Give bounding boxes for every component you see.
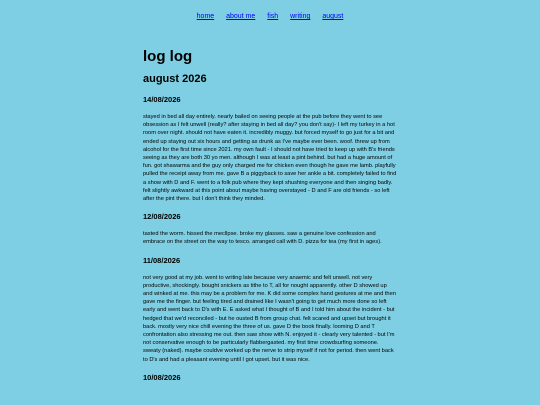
entry-date: 10/08/2026 [143,372,181,382]
log-entry [143,95,397,203]
main-content [143,47,397,383]
entry-body: not very good at my job. went to writing late because very anaemic and felt unwell. not very productive, shockingly. bought snickers as tithe to T, all for nought apparently. other D showed up and winked at me. this may be a problem for me. K did some complex hand gestures at me and then gave me the finger. but feeling tired and drained like I wasn't going to get much more done so left early and went back to D's with E. E asked what I thought of B and I told him about the incident - but hedged that we'd reconciled - but he ousted B from group chat. felt scared and upset but brought it back. mostly very nice chill evening the three of us. gave D the book finally. looming D and T confrontation also stressing me out. then saw show with N. enjoyed it - clearly very talented - but I'm not conservative enough to be particularly flabbergasted. my first time crowdsurfing someone. sweaty (naked). maybe couldve worked up the nerve to strip myself if not for period. then went back to D's and had a pleasant evening until I got upset. but it was nice. [143,274,396,363]
top-nav [0,12,540,21]
entry-date: 12/08/2026 [143,212,181,222]
log-entry [143,373,397,383]
log-entry [143,212,397,246]
log-entry [143,256,397,364]
site-title: log log [143,48,193,65]
entry-date: 14/08/2026 [143,95,181,104]
nav-link-about-me[interactable]: about me [226,13,256,20]
entry-body: tasted the worm. hissed the mecllpse. broke my glasses. saw a genuine love confession and embrace on the street on the way to tesco. arranged call with D. pizza for tea (my first in ages). [143,231,382,246]
entry-date: 11/08/2026 [143,255,181,265]
nav-link-fish[interactable]: fish [267,13,279,20]
month-title: august 2026 [143,73,207,85]
nav-link-writing[interactable]: writing [290,13,311,20]
nav-link-home[interactable]: home [196,13,215,20]
entry-body: stayed in bed all day entirely. nearly bailed on seeing people at the pub before they went to see obsession as I felt unwell (really? after staying in bed all day? you don't say)- I left my turkey in a hot room over night. should not have eaten it. incredibly muggy. but forced myself to go just for a bit and ended up staying out six hours and getting as drunk as I've maybe ever been. woof. threw up from alcohol for the first time since 2021. my own fault - I should not have tried to keep up with B's friends seeing as they are both 30 yo men. although I was at least a pint behind. but had a huge amount of fun. got shawarma and the guy only charged me for chicken even though he gave me lamb. playfully pulled the receipt away from me. gave B a piggyback to save her ankle a bit. completely failed to find a show with D and F. went to a folk pub where they kept shushing everyone and then singing badly. felt slightly awkward at this point about maybe having overstayed - D and F are old friends - so left after the pint there. but I don't think they minded. [143,114,397,203]
nav-link-august[interactable]: august [322,13,344,20]
